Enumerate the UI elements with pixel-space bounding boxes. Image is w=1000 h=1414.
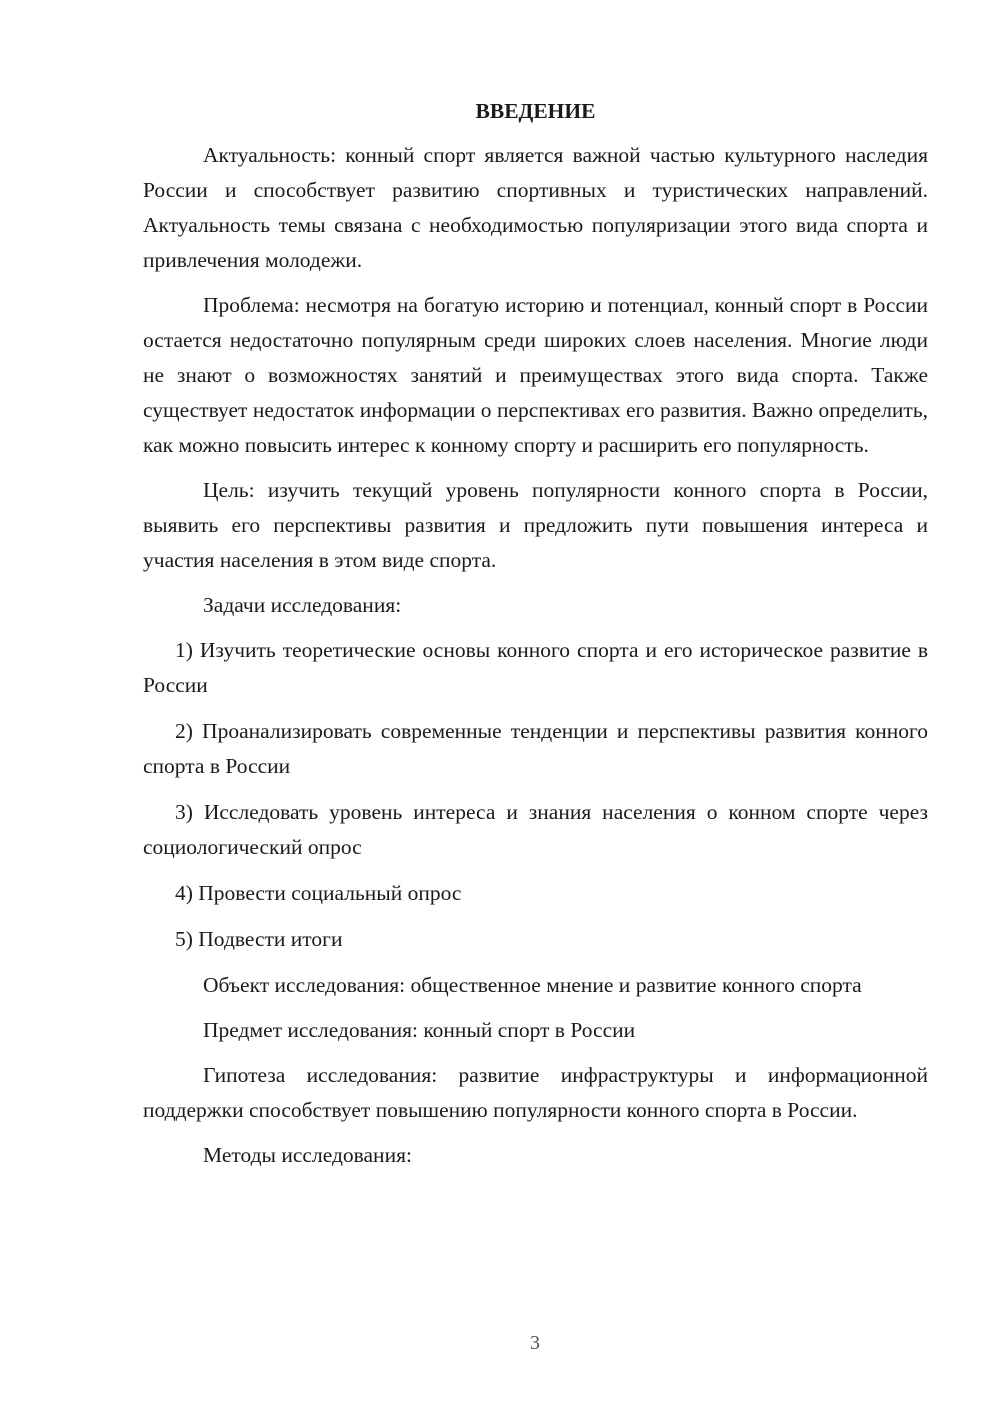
research-subject-paragraph: Предмет исследования: конный спорт в России bbox=[203, 1018, 636, 1042]
tasks-heading: Задачи исследования: bbox=[203, 593, 402, 617]
task-item: 5) Подвести итоги bbox=[175, 927, 343, 951]
page-number: 3 bbox=[530, 1332, 540, 1354]
section-title: ВВЕДЕНИЕ bbox=[475, 99, 596, 123]
problem-paragraph: Проблема: несмотря на богатую историю и потенциал, конный спорт в России остается недостаточно популярным среди широких слоев населения. Многие люди не знают о возможностях занятий и преимуществах этого вида спорта. Также существует недостаток информации о перспективах его развития. Важно определить, как можно повысить интерес к конному спорту и расширить его популярность. bbox=[143, 293, 928, 457]
task-item: 1) Изучить теоретические основы конного спорта и его историческое развитие в России bbox=[143, 638, 928, 697]
task-item: 3) Исследовать уровень интереса и знания населения о конном спорте через социологический опрос bbox=[143, 800, 928, 859]
goal-paragraph: Цель: изучить текущий уровень популярности конного спорта в России, выявить его перспективы развития и предложить пути повышения интереса и участия населения в этом виде спорта. bbox=[143, 478, 928, 572]
hypothesis-paragraph: Гипотеза исследования: развитие инфраструктуры и информационной поддержки способствует повышению популярности конного спорта в России. bbox=[143, 1063, 928, 1122]
document-page bbox=[143, 96, 928, 1183]
relevance-paragraph: Актуальность: конный спорт является важной частью культурного наследия России и способствует развитию спортивных и туристических направлений. Актуальность темы связана с необходимостью популяризации этого вида спорта и привлечения молодежи. bbox=[143, 143, 928, 272]
task-item: 2) Проанализировать современные тенденции и перспективы развития конного спорта в России bbox=[143, 719, 928, 778]
research-object-paragraph: Объект исследования: общественное мнение и развитие конного спорта bbox=[203, 973, 862, 997]
methods-heading: Методы исследования: bbox=[203, 1143, 412, 1167]
task-item: 4) Провести социальный опрос bbox=[175, 881, 462, 905]
